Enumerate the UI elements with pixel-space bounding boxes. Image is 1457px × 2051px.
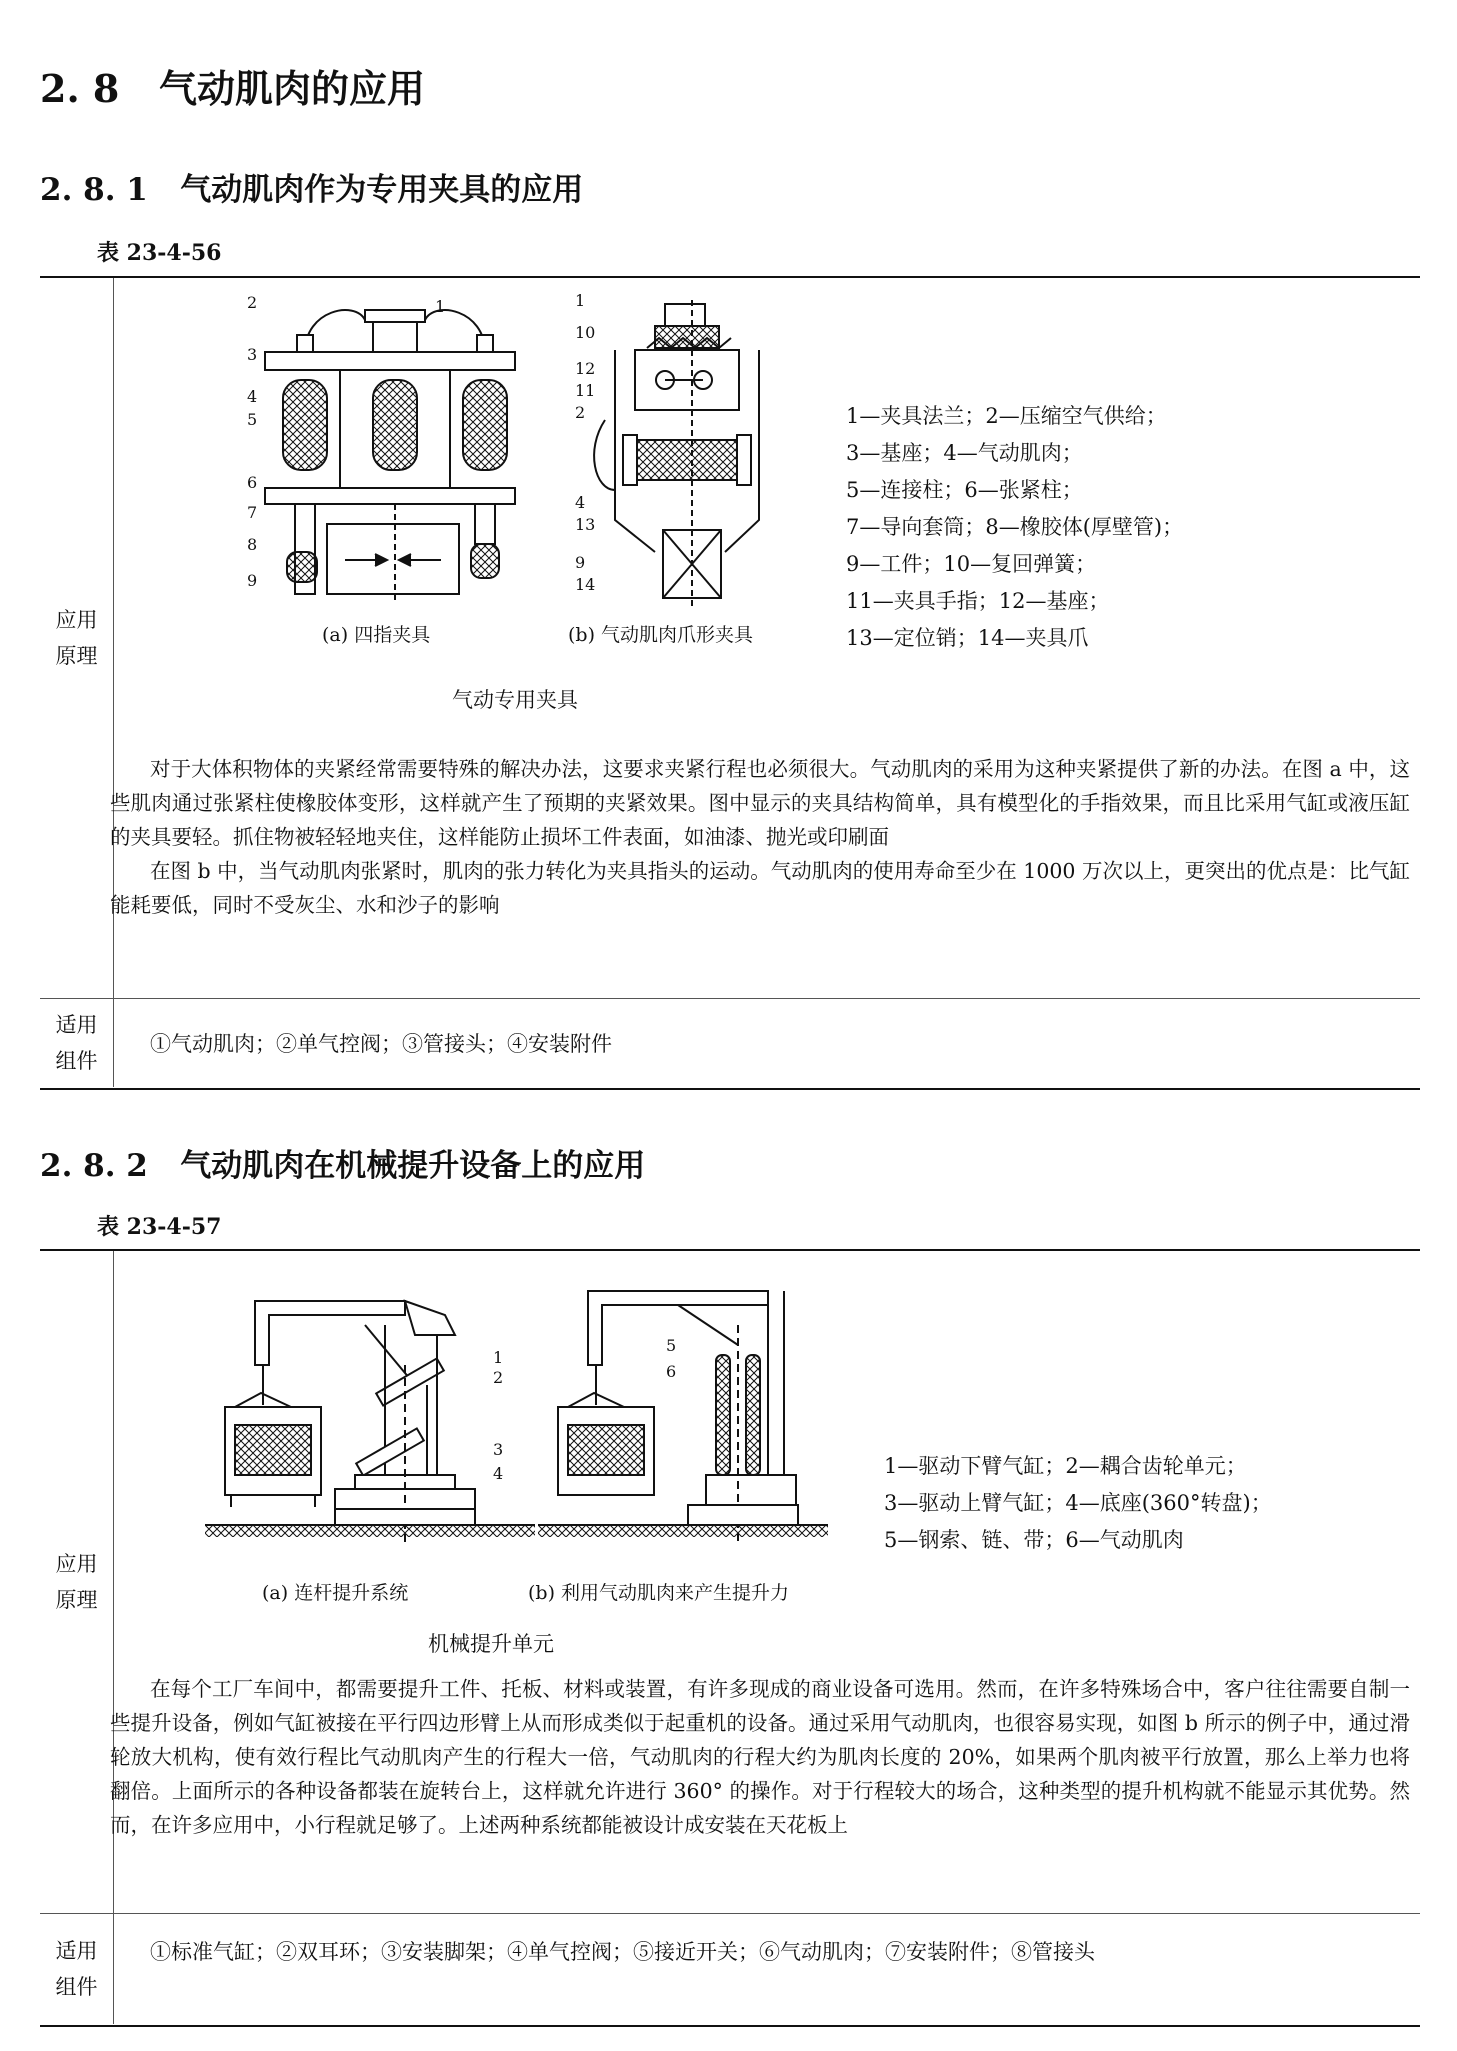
fig-b-label-10: 10 (575, 323, 596, 342)
figure-claw-gripper (575, 290, 775, 620)
section-1-body (110, 752, 1410, 922)
fig-2b-caption: (b) 利用气动肌肉来产生提升力 (528, 1582, 790, 1604)
fig-b-label-9: 9 (575, 553, 586, 572)
table-2-caption: 表 23-4-57 (97, 1214, 222, 1240)
fig-b-label-1: 1 (575, 291, 586, 310)
fig-a-label-9: 9 (247, 571, 258, 590)
figure-four-finger-gripper (245, 290, 535, 620)
section-2-title: 气动肌肉在机械提升设备上的应用 (180, 1148, 646, 1184)
table-2-components-label: 适用组件 (40, 1914, 114, 2024)
fig-b-caption: (b) 气动肌肉爪形夹具 (568, 624, 754, 646)
fig-2a-label-4: 4 (493, 1464, 504, 1483)
section-1-number: 2. 8. 1 (40, 172, 148, 208)
legend-line: 11—夹具手指；12—基座； (846, 589, 1110, 613)
fig-2a-label-1: 1 (493, 1348, 504, 1367)
table-1-caption: 表 23-4-56 (97, 240, 222, 266)
figure-muscle-lift (538, 1285, 828, 1575)
fig-2-legend (884, 1448, 1272, 1559)
fig-2a-label-3: 3 (493, 1440, 504, 1459)
fig-b-label-11: 11 (575, 381, 596, 400)
legend-line: 1—夹具法兰；2—压缩空气供给； (846, 404, 1167, 428)
fig-1-title: 气动专用夹具 (452, 688, 578, 712)
fig-a-label-3: 3 (247, 345, 258, 364)
fig-b-label-12: 12 (575, 359, 596, 378)
section-2-components: ①标准气缸；②双耳环；③安装脚架；④单气控阀；⑤接近开关；⑥气动肌肉；⑦安装附件；⑧管接头 (150, 1940, 1095, 1964)
table-2-principle-label: 应用原理 (40, 1251, 114, 1913)
section-2-body (110, 1672, 1410, 1842)
fig-a-label-6: 6 (247, 473, 258, 492)
fig-b-label-14: 14 (575, 575, 596, 594)
figure-linkage-lift (205, 1285, 535, 1575)
paragraph: 在图 b 中，当气动肌肉张紧时，肌肉的张力转化为夹具指头的运动。气动肌肉的使用寿命至少在 1000 万次以上，更突出的优点是：比气缸能耗要低，同时不受灰尘、水和沙子的影响 (110, 859, 1410, 917)
fig-2a-caption: (a) 连杆提升系统 (262, 1582, 409, 1604)
fig-a-label-2: 2 (247, 293, 258, 312)
legend-line: 3—驱动上臂气缸；4—底座(360°转盘)； (884, 1491, 1272, 1515)
fig-a-label-8: 8 (247, 535, 258, 554)
section-1-components: ①气动肌肉；②单气控阀；③管接头；④安装附件 (150, 1032, 612, 1056)
section-1-heading (40, 164, 583, 209)
table-2-components-cell (114, 1914, 1420, 2024)
chapter-number: 2. 8 (40, 66, 120, 111)
fig-2b-label-6: 6 (666, 1362, 677, 1381)
paragraph: 在每个工厂车间中，都需要提升工件、托板、材料或装置，有许多现成的商业设备可选用。然而，在许多特殊场合中，客户往往需要自制一些提升设备，例如气缸被接在平行四边形臂上从而形成类似于起重机的设备。通过采用气动肌肉，也很容易实现，如图 b 所示的例子中，通过滑轮放大机构，使有效行程比气动肌肉产生的行程大一倍，气动肌肉的行程大约为肌肉长度的 20%，如果两个肌肉被平行放置，那么上举力也将翻倍。上面所示的各种设备都装在旋转台上，这样就允许进行 360° 的操作。对于行程较大的场合，这种类型的提升机构就不能显示其优势。然而，在许多应用中，小行程就足够了。上述两种系统都能被设计成安装在天花板上 (110, 1677, 1410, 1837)
fig-a-label-1: 1 (435, 297, 446, 316)
legend-line: 5—钢索、链、带；6—气动肌肉 (884, 1528, 1184, 1552)
legend-line: 5—连接柱；6—张紧柱； (846, 478, 1083, 502)
legend-line: 3—基座；4—气动肌肉； (846, 441, 1083, 465)
chapter-title: 气动肌肉的应用 (159, 66, 426, 111)
section-2-number: 2. 8. 2 (40, 1148, 148, 1184)
legend-line: 9—工件；10—复回弹簧； (846, 552, 1097, 576)
fig-a-label-7: 7 (247, 503, 258, 522)
fig-b-label-13: 13 (575, 515, 596, 534)
fig-b-label-2: 2 (575, 403, 586, 422)
section-1-title: 气动肌肉作为专用夹具的应用 (180, 172, 584, 208)
legend-line: 1—驱动下臂气缸；2—耦合齿轮单元； (884, 1454, 1247, 1478)
fig-b-label-4: 4 (575, 493, 586, 512)
fig-1-legend (846, 398, 1183, 657)
fig-a-label-5: 5 (247, 410, 258, 429)
legend-line: 7—导向套筒；8—橡胶体(厚壁管)； (846, 515, 1184, 539)
legend-line: 13—定位销；14—夹具爪 (846, 626, 1089, 650)
table-2-components-row (40, 1914, 1420, 2024)
table-1-components-label: 适用组件 (40, 999, 114, 1087)
fig-a-caption: (a) 四指夹具 (322, 624, 431, 646)
table-1-principle-label: 应用原理 (40, 278, 114, 998)
chapter-heading (40, 58, 425, 113)
fig-a-label-4: 4 (247, 387, 258, 406)
paragraph: 对于大体积物体的夹紧经常需要特殊的解决办法，这要求夹紧行程也必须很大。气动肌肉的采用为这种夹紧提供了新的办法。在图 a 中，这些肌肉通过张紧柱使橡胶体变形，这样就产生了预期的夹紧效果。图中显示的夹具结构简单，具有模型化的手指效果，而且比采用气缸或液压缸的夹具要轻。抓住物被轻轻地夹住，这样能防止损坏工件表面，如油漆、抛光或印刷面 (110, 757, 1410, 849)
section-2-heading (40, 1140, 645, 1185)
fig-2a-label-2: 2 (493, 1368, 504, 1387)
fig-2b-label-5: 5 (666, 1336, 677, 1355)
fig-2-title: 机械提升单元 (428, 1632, 554, 1656)
